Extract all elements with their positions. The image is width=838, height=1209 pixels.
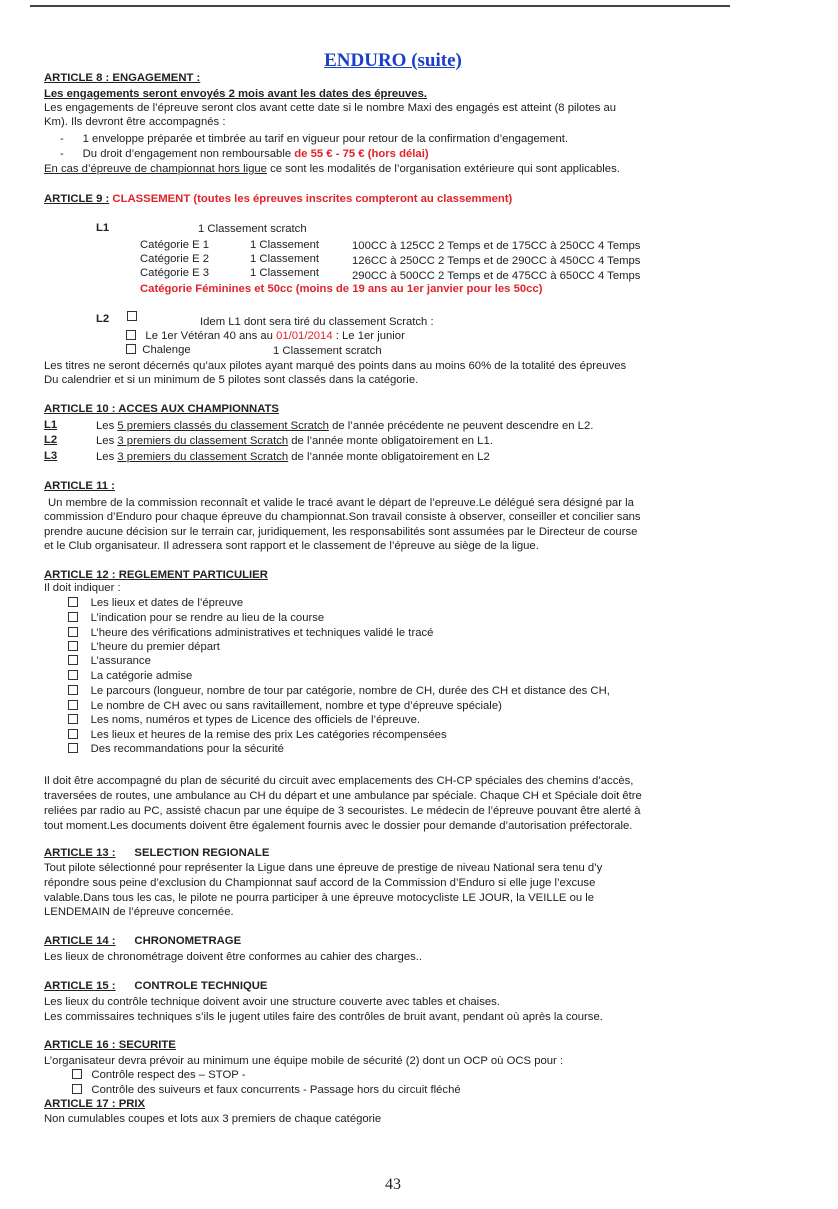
checkbox-icon: [68, 714, 78, 724]
article-17-heading: ARTICLE 17 : PRIX: [44, 1098, 146, 1110]
l2-chalenge: Chalenge: [126, 344, 191, 357]
article-16-heading: ARTICLE 16 : SECURITE: [44, 1039, 176, 1051]
list-item: Contrôle respect des – STOP -: [72, 1069, 245, 1082]
article-11-text: et le Club organisateur. Il adressera sont rapport et le classement de l’épreuve au siège de la ligue.: [44, 540, 539, 552]
category-class: 1 Classement: [250, 253, 320, 265]
article-12-text: Il doit être accompagné du plan de sécurité du circuit avec emplacements des CH-CP spéciales des chemins d’accès,: [44, 775, 634, 787]
article-15-heading: ARTICLE 15 : CONTROLE TECHNIQUE: [44, 980, 268, 992]
article-14-heading: ARTICLE 14 : CHRONOMETRAGE: [44, 935, 242, 947]
article-9-text: Du calendrier et si un minimum de 5 pilotes sont classés dans la catégorie.: [44, 374, 419, 386]
article-9-text: Les titres ne seront décernés qu’aux pilotes ayant marqué des points dans au moins 60% de la totalité des épreuves: [44, 360, 627, 372]
l2-idem: Idem L1 dont sera tiré du classement Scratch :: [200, 316, 434, 328]
list-item: Les lieux et dates de l’épreuve: [68, 597, 243, 610]
page-number: 43: [385, 1176, 401, 1193]
article-10-heading: ARTICLE 10 : ACCES AUX CHAMPIONNATS: [44, 403, 279, 415]
checkbox-icon: [68, 641, 78, 651]
list-item: Les lieux et heures de la remise des prix Les catégories récompensées: [68, 729, 447, 742]
article-17-text: Non cumulables coupes et lots aux 3 premiers de chaque catégorie: [44, 1113, 382, 1125]
access-row: Les 5 premiers classés du classement Scratch de l’année précédente ne peuvent descendre en L2.: [96, 420, 594, 432]
article-9-heading: ARTICLE 9 : CLASSEMENT (toutes les épreuves inscrites compteront au classemment): [44, 193, 513, 205]
article-11-heading: ARTICLE 11 :: [44, 480, 115, 492]
category-desc: 126CC à 250CC 2 Temps et de 290CC à 450CC 4 Temps: [352, 255, 641, 267]
category-name: Catégorie E 3: [140, 267, 210, 279]
l1-scratch: 1 Classement scratch: [198, 223, 307, 235]
checkbox-icon: [72, 1069, 82, 1079]
checkbox-icon: [68, 627, 78, 637]
article-12-intro: Il doit indiquer :: [44, 582, 121, 594]
checkbox-icon: [68, 670, 78, 680]
category-desc: 290CC à 500CC 2 Temps et de 475CC à 650CC 4 Temps: [352, 270, 641, 282]
row-label: L1: [44, 419, 58, 431]
dash-item: - Du droit d’engagement non remboursable de 55 € - 75 € (hors délai): [60, 148, 429, 160]
list-item: Le nombre de CH avec ou sans ravitaillement, nombre et type d’épreuve spéciale): [68, 700, 502, 713]
checkbox-icon: [68, 612, 78, 622]
feminine-category: Catégorie Féminines et 50cc (moins de 19 ans au 1er janvier pour les 50cc): [140, 283, 543, 295]
article-8-heading: ARTICLE 8 : ENGAGEMENT :: [44, 72, 201, 84]
list-item: La catégorie admise: [68, 670, 192, 683]
entry-fee: de 55 € - 75 € (hors délai): [294, 148, 429, 160]
category-class: 1 Classement: [250, 239, 320, 251]
category-class: 1 Classement: [250, 267, 320, 279]
access-row: Les 3 premiers du classement Scratch de l’année monte obligatoirement en L1.: [96, 435, 493, 447]
category-desc: 100CC à 125CC 2 Temps et de 175CC à 250CC 4 Temps: [352, 240, 641, 252]
article-15-text: Les commissaires techniques s’ils le jugent utiles faire des contrôles de bruit avant, pendant où après la course.: [44, 1011, 603, 1023]
page-title: ENDURO (suite): [324, 50, 462, 71]
list-item: L’heure du premier départ: [68, 641, 220, 654]
checkbox-icon: [126, 330, 136, 340]
article-15-text: Les lieux du contrôle technique doivent avoir une structure couverte avec tables et chaises.: [44, 996, 500, 1008]
article-12-text: traversées de routes, une ambulance au CH du départ et une ambulance par spéciale. Chaque CH et Spéciale doit être: [44, 790, 642, 802]
top-rule: [30, 5, 730, 7]
list-item: L’heure des vérifications administratives et techniques validé le tracé: [68, 627, 433, 640]
article-12-text: tout moment.Les documents doivent être également fournis avec le dossier pour demande d’autorisation préfectorale.: [44, 820, 633, 832]
l2-label: L2: [96, 313, 110, 325]
article-13-text: répondre sous peine d’exclusion du Championnat sauf accord de la Commission d’Enduro si elle juge l’excuse: [44, 877, 596, 889]
article-8-subheading: Les engagements seront envoyés 2 mois avant les dates des épreuves.: [44, 88, 428, 100]
article-13-text: valable.Dans tous les cas, le pilote ne pourra participer à une épreuve motocycliste LE JOUR, la VEILLE ou le: [44, 892, 595, 904]
article-8-text: En cas d’épreuve de championnat hors ligue ce sont les modalités de l’organisation extérieure qui sont applicables.: [44, 163, 620, 175]
row-label: L3: [44, 450, 58, 462]
article-11-text: prendre aucune décision sur le terrain car, juridiquement, les responsabilités sont assumées par le Directeur de course: [44, 526, 638, 538]
checkbox-icon: [126, 344, 136, 354]
checkbox-icon: [68, 700, 78, 710]
list-item: L’indication pour se rendre au lieu de la course: [68, 612, 324, 625]
checkbox-icon: [68, 685, 78, 695]
row-label: L2: [44, 434, 58, 446]
l2-veteran: Le 1er Vétéran 40 ans au 01/01/2014 : Le 1er junior: [126, 330, 405, 343]
checkbox-icon: [72, 1084, 82, 1094]
category-name: Catégorie E 2: [140, 253, 210, 265]
list-item: Le parcours (longueur, nombre de tour par catégorie, nombre de CH, durée des CH et distance des CH,: [68, 685, 610, 698]
article-11-text: commission d’Enduro pour chaque épreuve du championnat.Son travail consiste à observer, conseiller et concilier sans: [44, 511, 641, 523]
checkbox-icon: [68, 729, 78, 739]
l2-chalenge-class: 1 Classement scratch: [273, 345, 382, 357]
checkbox-icon: [68, 597, 78, 607]
article-12-heading: ARTICLE 12 : REGLEMENT PARTICULIER: [44, 569, 268, 581]
article-8-text: Les engagements de l’épreuve seront clos avant cette date si le nombre Maxi des engagés est atteint (8 pilotes au: [44, 102, 617, 114]
article-16-text: L’organisateur devra prévoir au minimum une équipe mobile de sécurité (2) dont un OCP où OCS pour :: [44, 1055, 564, 1067]
access-row: Les 3 premiers du classement Scratch de l’année monte obligatoirement en L2: [96, 451, 490, 463]
list-item: Les noms, numéros et types de Licence des officiels de l’épreuve.: [68, 714, 420, 727]
category-name: Catégorie E 1: [140, 239, 210, 251]
article-13-text: LENDEMAIN de l’épreuve concernée.: [44, 906, 234, 918]
checkbox-icon: [68, 655, 78, 665]
article-12-text: reliées par radio au PC, assisté chacun par une équipe de 3 secouristes. Le médecin de l’épreuve pouvant être alerté à: [44, 805, 641, 817]
list-item: Des recommandations pour la sécurité: [68, 743, 284, 756]
article-8-text: Km). Ils devront être accompagnés :: [44, 116, 226, 128]
article-11-text: Un membre de la commission reconnaît et valide le tracé avant le départ de l’epreuve.Le délégué sera désigné par la: [48, 497, 634, 509]
list-item: L’assurance: [68, 655, 151, 668]
article-13-heading: ARTICLE 13 : SELECTION REGIONALE: [44, 847, 270, 859]
article-14-text: Les lieux de chronométrage doivent être conformes au cahier des charges..: [44, 951, 423, 963]
l1-label: L1: [96, 222, 110, 234]
dash-item: - 1 enveloppe préparée et timbrée au tarif en vigueur pour retour de la confirmation d’engagement.: [60, 133, 569, 145]
list-item: Contrôle des suiveurs et faux concurrents - Passage hors du circuit fléché: [72, 1084, 461, 1097]
article-13-text: Tout pilote sélectionné pour représenter la Ligue dans une épreuve de prestige de niveau National sera tenu d’y: [44, 862, 603, 874]
checkbox-icon: [127, 311, 137, 321]
checkbox-icon: [68, 743, 78, 753]
